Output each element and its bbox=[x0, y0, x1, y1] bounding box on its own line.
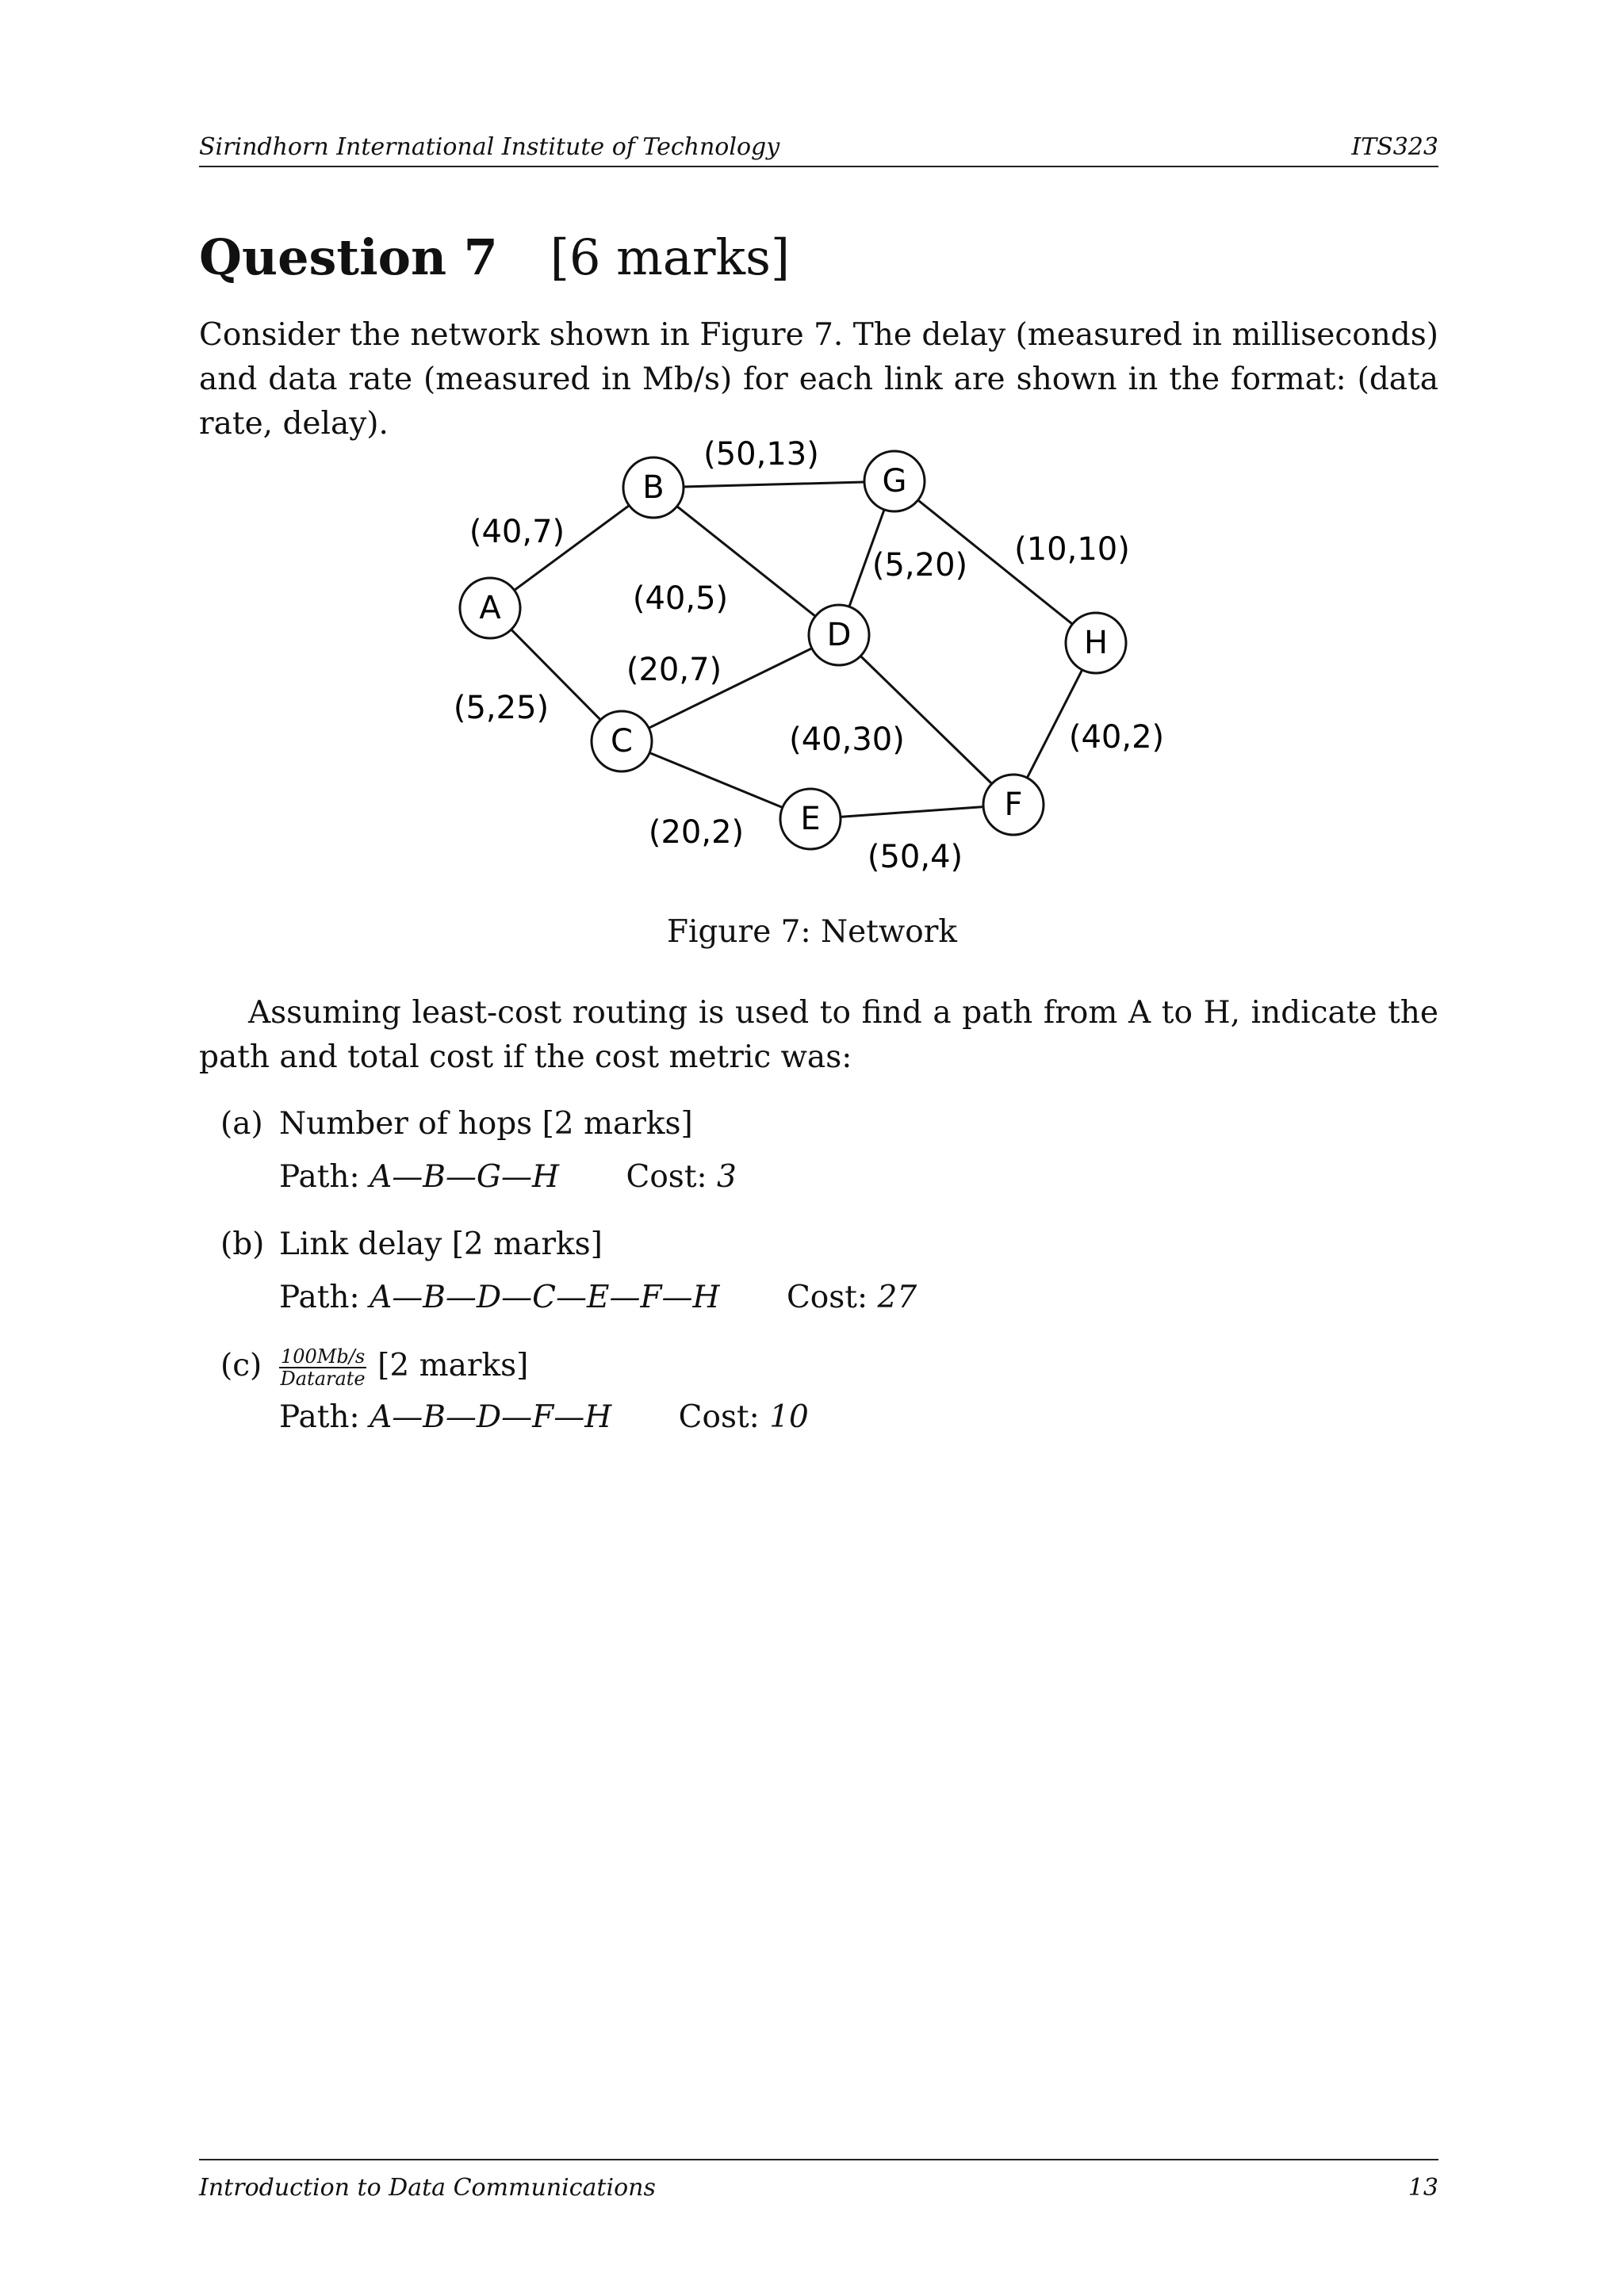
part-label: (b) bbox=[220, 1226, 265, 1262]
course-title: Introduction to Data Communications bbox=[199, 2174, 656, 2202]
edge-label-d-f: (40,30) bbox=[789, 721, 905, 758]
node-a bbox=[460, 578, 520, 638]
part-title: Number of hops [2 marks] bbox=[279, 1106, 693, 1142]
node-d bbox=[809, 605, 869, 665]
edge-label-a-b: (40,7) bbox=[469, 514, 565, 550]
cost-label: Cost: bbox=[626, 1159, 707, 1195]
footer-rule bbox=[199, 2159, 1438, 2160]
fraction-denominator: Datarate bbox=[280, 1368, 366, 1390]
edge-label-g-d: (5,20) bbox=[871, 547, 968, 584]
node-h bbox=[1066, 613, 1126, 673]
part-label: (a) bbox=[220, 1106, 263, 1142]
node-label: B bbox=[642, 469, 665, 506]
node-e bbox=[780, 789, 841, 849]
node-label: H bbox=[1083, 625, 1109, 661]
cost-fraction bbox=[279, 1346, 366, 1389]
page-footer bbox=[199, 2174, 1438, 2202]
question-marks: [6 marks] bbox=[550, 228, 791, 286]
cost-label: Cost: bbox=[678, 1399, 760, 1435]
page-number: 13 bbox=[1408, 2174, 1438, 2202]
edge-label-a-c: (5,25) bbox=[453, 690, 550, 726]
header-rule bbox=[199, 166, 1438, 167]
node-g bbox=[864, 451, 925, 511]
node-label: C bbox=[611, 723, 633, 760]
institution-name: Sirindhorn International Institute of Technology bbox=[199, 133, 780, 161]
question-number: Question 7 bbox=[199, 228, 498, 286]
part-c bbox=[220, 1344, 528, 1389]
node-b bbox=[623, 457, 684, 518]
part-a bbox=[220, 1102, 693, 1146]
edge-d-f bbox=[860, 656, 992, 783]
node-label: G bbox=[882, 463, 907, 499]
node-group bbox=[460, 451, 1126, 849]
figure-caption: Figure 7: Network bbox=[666, 914, 958, 950]
path-label: Path: bbox=[279, 1159, 360, 1195]
edge-b-g bbox=[684, 482, 864, 487]
network-diagram bbox=[428, 432, 1189, 892]
intro-paragraph: Consider the network shown in Figure 7. The delay (measured in milliseconds) and data rate (measured in Mb/s) for each link are shown in the format: (data rate, delay). bbox=[199, 317, 1438, 442]
edge-group bbox=[511, 482, 1082, 817]
fraction-numerator: 100Mb/s bbox=[281, 1345, 366, 1368]
cost-value: 3 bbox=[717, 1159, 737, 1195]
path-value: A—B—D—C—E—F—H bbox=[370, 1280, 720, 1315]
question-title bbox=[199, 228, 790, 286]
path-value: A—B—D—F—H bbox=[370, 1399, 612, 1435]
part-a-answer bbox=[279, 1159, 737, 1195]
edge-e-f bbox=[841, 807, 983, 817]
node-c bbox=[592, 711, 652, 771]
path-value: A—B—G—H bbox=[370, 1159, 560, 1195]
edge-label-c-e: (20,2) bbox=[648, 814, 745, 851]
edge-label-e-f: (50,4) bbox=[867, 839, 963, 875]
edge-label-h-f: (40,2) bbox=[1068, 719, 1165, 756]
edge-label-b-d: (40,5) bbox=[632, 580, 729, 617]
path-label: Path: bbox=[279, 1399, 360, 1435]
part-label: (c) bbox=[220, 1348, 262, 1383]
part-title: Link delay [2 marks] bbox=[279, 1226, 603, 1262]
path-label: Path: bbox=[279, 1280, 360, 1315]
part-b bbox=[220, 1223, 603, 1267]
page-header bbox=[199, 133, 1438, 161]
question-paragraph: Assuming least-cost routing is used to find a path from A to H, indicate the path and total cost if the cost metric was: bbox=[199, 995, 1438, 1075]
part-c-answer bbox=[279, 1399, 809, 1435]
node-label: E bbox=[800, 801, 821, 837]
node-label: A bbox=[479, 590, 501, 626]
node-f bbox=[983, 775, 1044, 835]
node-label: F bbox=[1004, 786, 1023, 823]
part-b-answer bbox=[279, 1280, 917, 1315]
edge-label-g-h: (10,10) bbox=[1014, 531, 1130, 568]
edge-label-c-d: (20,7) bbox=[626, 652, 722, 688]
edge-label-b-g: (50,13) bbox=[703, 436, 819, 473]
cost-value: 27 bbox=[877, 1280, 917, 1315]
node-label: D bbox=[826, 617, 852, 653]
part-title: [2 marks] bbox=[377, 1348, 529, 1383]
course-code: ITS323 bbox=[1351, 133, 1438, 161]
cost-label: Cost: bbox=[786, 1280, 868, 1315]
edge-c-e bbox=[649, 752, 783, 807]
cost-value: 10 bbox=[769, 1399, 809, 1435]
